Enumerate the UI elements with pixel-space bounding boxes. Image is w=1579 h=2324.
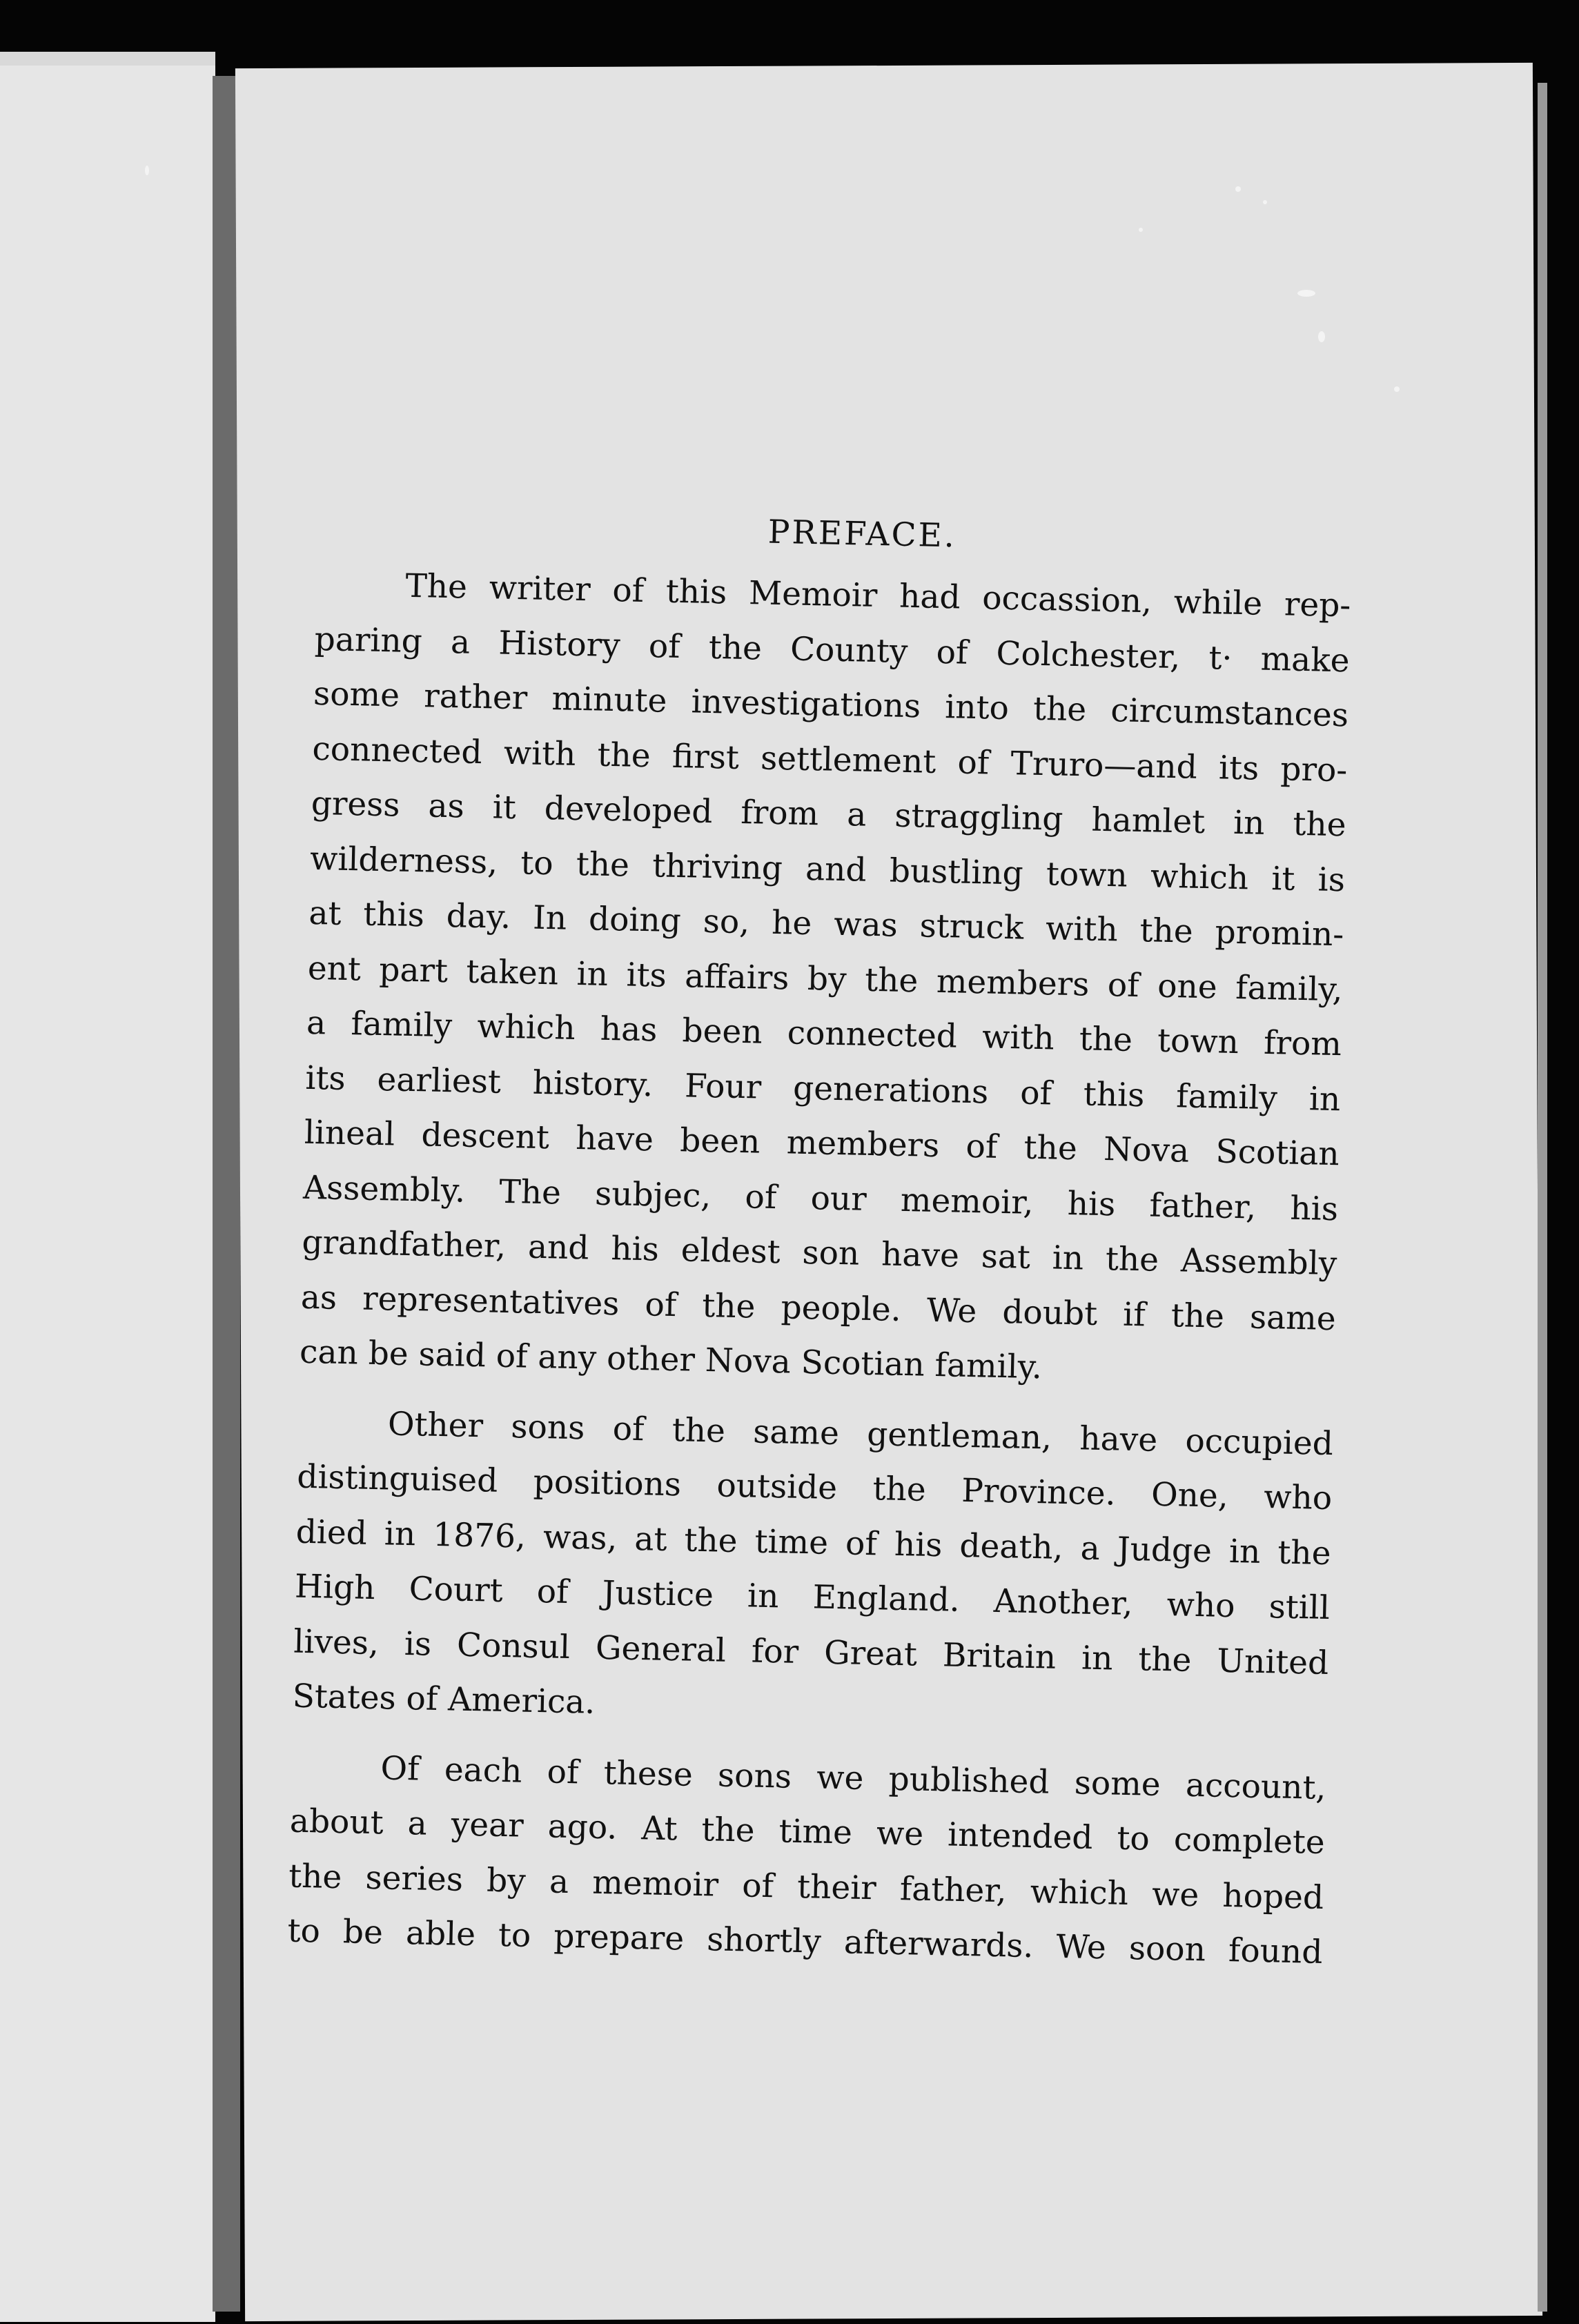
text-line: distinguised positions outside the Province. One, who — [296, 1457, 1333, 1518]
text-line: about a year ago. At the time we intended to complete — [289, 1802, 1326, 1862]
text-line: some rather minute investigations into the circumstances — [313, 674, 1349, 735]
paragraph-3 — [287, 1739, 1326, 1980]
preface-text — [287, 504, 1353, 1980]
text-line: States of America. — [292, 1677, 596, 1722]
text-line: at this day. In doing so, he was struck with the promin- — [308, 894, 1344, 954]
book-gutter — [213, 76, 240, 2312]
scan-speck — [1263, 200, 1267, 204]
scan-speck — [1318, 331, 1325, 342]
text-line: gress as it developed from a straggling hamlet in the — [311, 784, 1347, 845]
text-line: paring a History of the County of Colchester, t· make — [314, 620, 1351, 680]
text-line: The writer of this Memoir had occassion, while rep- — [404, 567, 1351, 625]
text-line: Other sons of the same gentleman, have occupied — [387, 1404, 1334, 1463]
text-line: lineal descent have been members of the Nova Scotian — [304, 1113, 1340, 1174]
text-line: wilderness, to the thriving and bustling town which it is — [309, 839, 1346, 899]
paragraph-2 — [292, 1395, 1334, 1745]
text-line: connected with the first settlement of Truro—and its pro- — [311, 729, 1348, 789]
paragraph-1 — [299, 557, 1351, 1401]
left-page — [0, 52, 215, 2322]
text-line: High Court of Justice in England. Another, who still — [294, 1567, 1331, 1628]
text-line: can be said of any other Nova Scotian family. — [299, 1332, 1043, 1387]
text-line: ent part taken in its affairs by the members of one family, — [307, 949, 1344, 1009]
scan-speck — [1139, 228, 1143, 232]
text-line: died in 1876, was, at the time of his death, a Judge in the — [295, 1513, 1332, 1573]
scan-speck — [1394, 386, 1400, 392]
left-page-edge — [0, 52, 215, 66]
text-line: lives, is Consul General for Great Britain in the United — [293, 1622, 1329, 1682]
text-line: Assembly. The subjec, of our memoir, his father, his — [302, 1168, 1339, 1228]
text-line: to be able to prepare shortly afterwards. We soon found — [287, 1911, 1323, 1971]
scan-speck — [1235, 186, 1241, 192]
right-page-edge — [1538, 83, 1547, 2312]
scan-speck — [145, 166, 149, 175]
scan-speck — [1297, 290, 1315, 297]
text-line: as representatives of the people. We doubt if the same — [300, 1278, 1337, 1338]
text-line: a family which has been connected with the town from — [306, 1003, 1342, 1064]
text-line: the series by a memoir of their father, which we hoped — [288, 1857, 1324, 1917]
text-line: grandfather, and his eldest son have sat in the Assembly — [302, 1223, 1337, 1283]
text-line: Of each of these sons we published some account, — [380, 1749, 1326, 1807]
preface-heading: PREFACE. — [767, 513, 957, 555]
text-line: its earliest history. Four generations of this family in — [305, 1058, 1341, 1119]
